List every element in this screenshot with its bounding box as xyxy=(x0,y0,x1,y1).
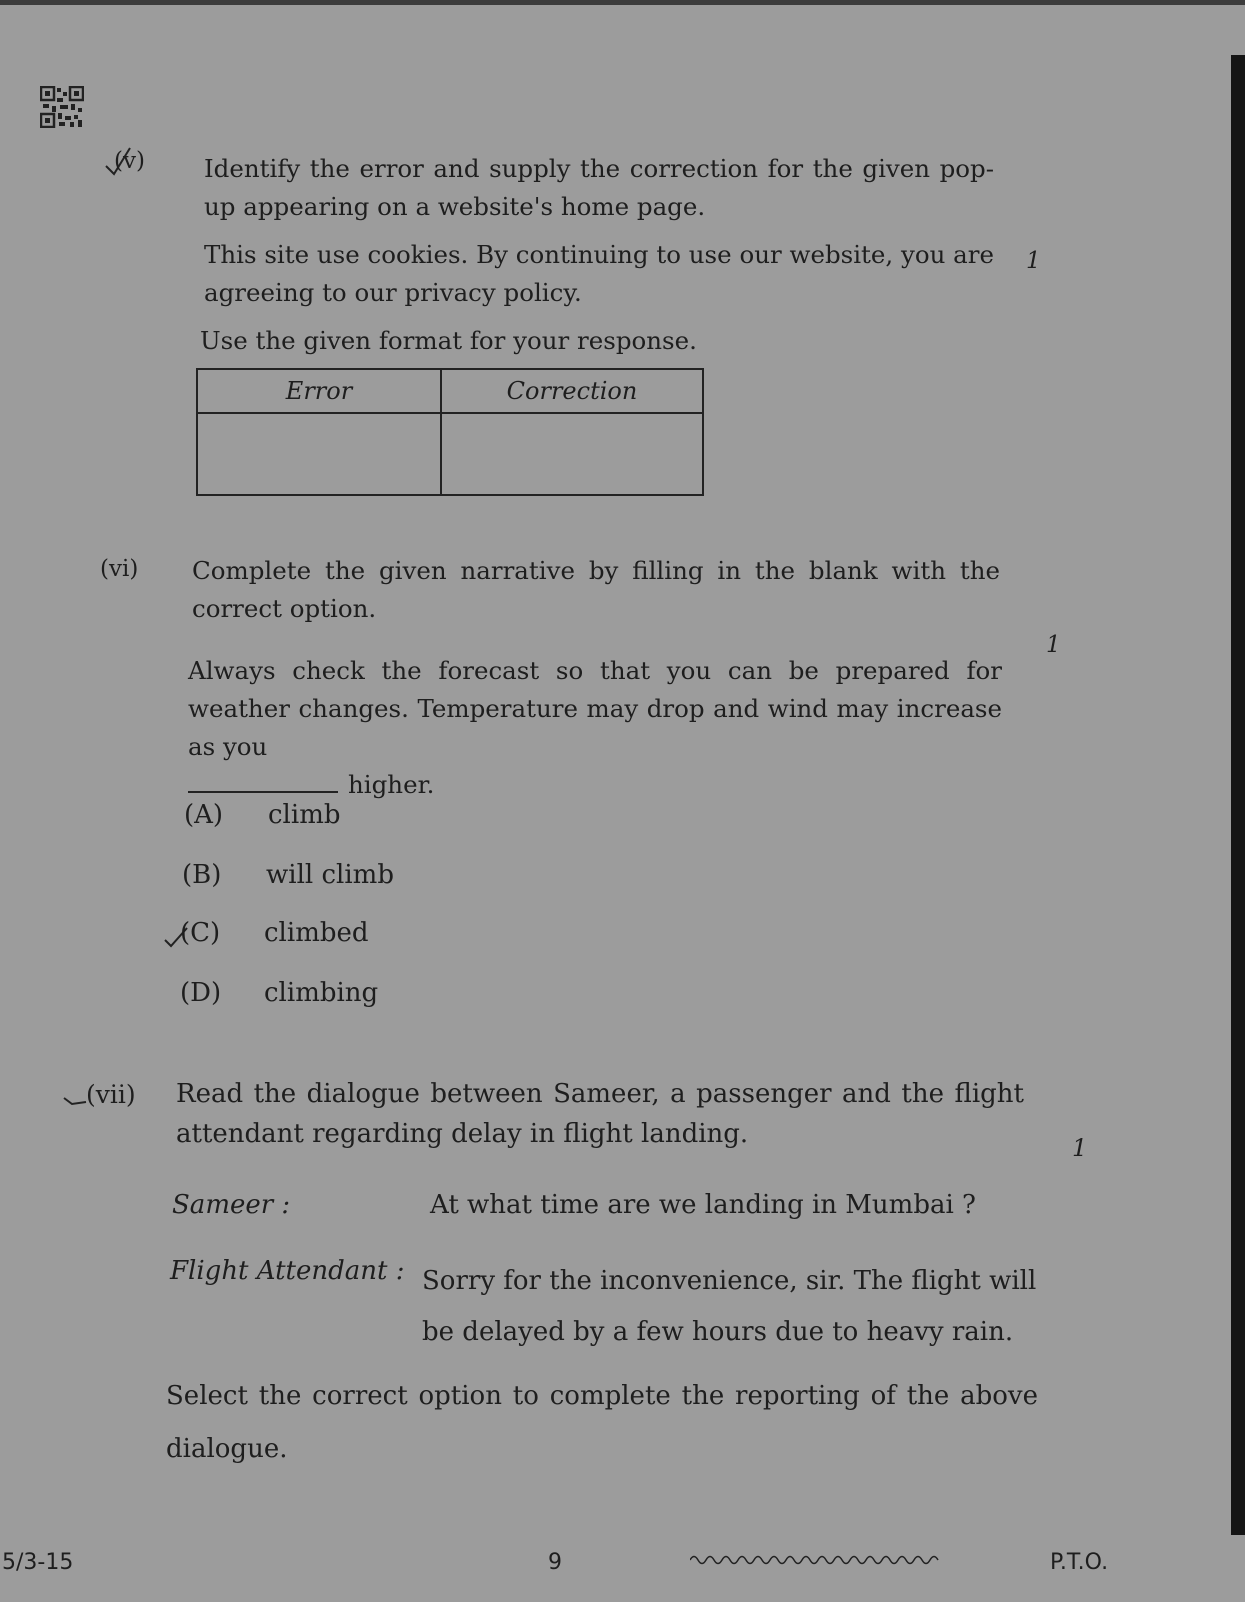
narrative-before: Always check the forecast so that you can be prepared for weather changes. Temperature may drop and wind may increase as you xyxy=(188,656,1002,761)
question-stem: Identify the error and supply the correction for the given pop-up appearing on a website's home page. xyxy=(204,154,994,221)
marks: 1 xyxy=(1026,248,1041,274)
option-text: climbed xyxy=(264,918,369,948)
marks: 1 xyxy=(1046,632,1061,658)
answer-blank xyxy=(188,791,338,793)
error-cell xyxy=(197,413,441,495)
format-note: Use the given format for your response. xyxy=(200,326,697,355)
question-number: (vi) xyxy=(100,556,139,582)
question-number: (v) xyxy=(114,148,145,174)
popup-text: This site use cookies. By continuing to use our website, you are agreeing to our privacy policy. xyxy=(204,240,994,307)
question-number: (vii) xyxy=(86,1080,136,1109)
tick-mark-icon xyxy=(62,1086,88,1106)
option-text: will climb xyxy=(266,860,394,890)
narrative-after: higher. xyxy=(348,769,435,799)
question-stem: Complete the given narrative by filling in the blank with the correct option. xyxy=(192,556,1000,623)
right-edge-shadow xyxy=(1231,55,1245,1535)
paper-code: 5/3-15 xyxy=(2,1550,74,1575)
page-number: 9 xyxy=(548,1550,562,1575)
option-d xyxy=(180,978,378,1008)
option-label: (A) xyxy=(184,800,224,830)
question-stem: Read the dialogue between Sameer, a passenger and the flight attendant regarding delay in flight landing. xyxy=(176,1079,1024,1150)
option-b xyxy=(182,860,394,890)
pto-label: P.T.O. xyxy=(1050,1550,1109,1575)
marks: 1 xyxy=(1072,1134,1088,1162)
option-label: (C) xyxy=(180,918,221,948)
dialogue-line: At what time are we landing in Mumbai ? xyxy=(430,1190,976,1220)
instruction: Select the correct option to complete the reporting of the above dialogue. xyxy=(166,1381,1038,1465)
option-text: climbing xyxy=(264,978,379,1008)
option-label: (B) xyxy=(182,860,222,890)
option-a xyxy=(184,800,341,830)
correction-cell xyxy=(441,413,703,495)
top-edge xyxy=(0,0,1245,5)
response-table xyxy=(196,368,704,496)
narrative xyxy=(188,652,1002,804)
wavy-line-decoration xyxy=(690,1553,940,1567)
qr-code-icon xyxy=(40,86,84,128)
error-header: Error xyxy=(197,369,441,413)
correction-header: Correction xyxy=(441,369,703,413)
speaker-sameer: Sameer : xyxy=(172,1190,291,1220)
option-label: (D) xyxy=(180,978,222,1008)
speaker-flight-attendant: Flight Attendant : xyxy=(170,1256,405,1286)
dialogue-line: Sorry for the inconvenience, sir. The flight will be delayed by a few hours due to heavy rain. xyxy=(422,1266,1037,1347)
option-text: climb xyxy=(268,800,341,830)
option-c xyxy=(180,918,369,948)
